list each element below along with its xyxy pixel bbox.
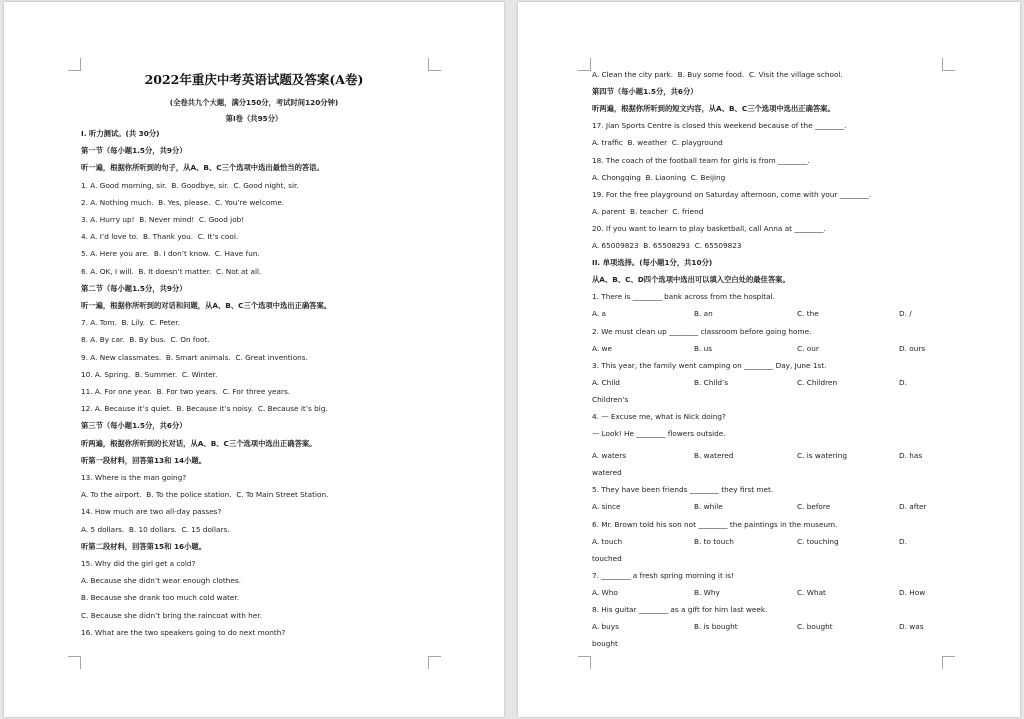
question-line: 18. The coach of the football team for girls is from ________. [592, 155, 810, 165]
answer-option: B. Child’s [694, 377, 729, 387]
question-line: A. Chongqing B. Liaoning C. Beijing [592, 172, 726, 182]
question-line: A. Because she didn’t wear enough clothes. [81, 576, 241, 586]
answer-option-wrap: Children’s [592, 394, 629, 404]
answer-option: D. has [899, 451, 923, 461]
question-line: 10. A. Spring. B. Summer. C. Winter. [81, 369, 218, 379]
answer-option: C. our [797, 343, 819, 353]
answer-option: A. since [592, 502, 621, 512]
section-heading: 听第二段材料，回答第15和 16小题。 [81, 541, 207, 551]
answer-option: C. touching [797, 536, 839, 546]
exam-instructions: (全卷共九个大题，满分150分，考试时间120分钟) [169, 98, 339, 107]
section-heading: II. 单项选择。(每小题1分，共10分) [592, 258, 713, 268]
document-page-left [4, 2, 504, 717]
question-stem: — Look! He ________ flowers outside. [592, 429, 726, 439]
question-line: 4. A. I’d love to. B. Thank you. C. It’s cool. [81, 232, 239, 242]
question-stem: 5. They have been friends ________ they first met. [592, 485, 774, 495]
page-corner-mark [428, 656, 441, 669]
answer-option-wrap: watered [592, 468, 622, 478]
question-stem: 6. Mr. Brown told his son not ________ the paintings in the museum. [592, 519, 838, 529]
answer-option: A. Child [592, 377, 620, 387]
question-stem: 3. This year, the family went camping on ________ Day, June 1st. [592, 360, 827, 370]
answer-option: C. the [797, 309, 819, 319]
page-corner-mark [68, 656, 81, 669]
question-line: A. To the airport. B. To the police station. C. To Main Street Station. [81, 490, 329, 500]
question-line: A. Clean the city park. B. Buy some food. C. Visit the village school. [592, 70, 843, 79]
section-heading: 第三节（每小题1.5分，共6分） [81, 421, 187, 431]
question-line: 8. A. By car. B. By bus. C. On foot. [81, 335, 210, 345]
answer-option: C. bought [797, 622, 833, 632]
answer-option: C. before [797, 502, 831, 512]
question-line: 15. Why did the girl get a cold? [81, 559, 196, 568]
page-corner-mark [578, 58, 591, 71]
question-stem: 4. — Excuse me, what is Nick doing? [592, 412, 726, 421]
answer-option: D. / [899, 309, 912, 319]
page-corner-mark [942, 656, 955, 669]
question-line: 16. What are the two speakers going to do next month? [81, 627, 286, 637]
answer-option: C. Children [797, 377, 838, 387]
answer-option: A. Who [592, 587, 618, 597]
question-line: 6. A. OK, I will. B. It doesn’t matter. C. Not at all. [81, 266, 262, 276]
answer-option: B. to touch [694, 536, 734, 546]
question-line: 13. Where is the man going? [81, 473, 187, 482]
question-line: B. Because she drank too much cold water. [81, 593, 240, 603]
question-line: 12. A. Because it’s quiet. B. Because it’s noisy. C. Because it’s big. [81, 404, 328, 414]
section-heading: 第一节（每小题1.5分，共9分） [81, 146, 187, 156]
answer-option: C. What [797, 587, 826, 597]
question-line: A. 5 dollars. B. 10 dollars. C. 15 dollars. [81, 524, 230, 534]
answer-option-wrap: touched [592, 553, 622, 563]
section-heading: 听两遍，根据你所听到的长对话，从A、B、C三个选项中选出正确答案。 [81, 438, 317, 448]
question-line: 1. A. Good morning, sir. B. Goodbye, sir. C. Good night, sir. [81, 180, 299, 190]
question-line: A. parent B. teacher C. friend [592, 206, 704, 216]
question-line: 19. For the free playground on Saturday afternoon, come with your ________. [592, 189, 872, 199]
answer-option: A. buys [592, 622, 619, 632]
section-heading: I. 听力测试。(共 30分) [81, 129, 160, 138]
answer-option: B. is bought [694, 622, 738, 632]
answer-option: B. while [694, 502, 723, 512]
answer-option: A. waters [592, 451, 627, 461]
section-heading: 听第一段材料，回答第13和 14小题。 [81, 455, 207, 465]
document-page-right [518, 2, 1020, 717]
question-line: C. Because she didn’t bring the raincoat with her. [81, 610, 262, 620]
answer-option: B. an [694, 309, 713, 319]
question-line: 5. A. Here you are. B. I don’t know. C. Have fun. [81, 249, 260, 259]
volume-heading: 第I卷（共95分） [225, 114, 283, 123]
answer-option-wrap: bought [592, 639, 618, 649]
answer-option: A. a [592, 309, 606, 319]
page-corner-mark [942, 58, 955, 71]
answer-option: C. is watering [797, 451, 847, 461]
answer-option: D. [899, 536, 907, 546]
question-stem: 8. His guitar ________ as a gift for him last week. [592, 605, 768, 614]
section-heading: 第二节（每小题1.5分，共9分） [81, 283, 187, 293]
section-heading: 听一遍，根据你所听到的句子，从A、B、C三个选项中选出最恰当的答语。 [81, 163, 324, 173]
answer-option: A. we [592, 343, 612, 353]
question-line: 11. A. For one year. B. For two years. C. For three years. [81, 387, 291, 396]
answer-option: B. Why [694, 587, 720, 597]
section-heading: 第四节（每小题1.5分，共6分） [592, 87, 698, 97]
question-stem: 1. There is ________ bank across from the hospital. [592, 292, 775, 302]
section-heading: 听两遍，根据你所听到的短文内容，从A、B、C三个选项中选出正确答案。 [592, 104, 835, 114]
page-corner-mark [578, 656, 591, 669]
question-line: A. 65009823 B. 65508293 C. 65509823 [592, 241, 742, 250]
question-stem: 2. We must clean up ________ classroom before going home. [592, 326, 812, 336]
question-line: 9. A. New classmates. B. Smart animals. C. Great inventions. [81, 352, 308, 362]
answer-option: B. watered [694, 451, 734, 461]
document-title: 2022年重庆中考英语试题及答案(A卷) [144, 72, 364, 87]
question-line: 3. A. Hurry up! B. Never mind! C. Good job! [81, 215, 245, 224]
answer-option: B. us [694, 343, 713, 353]
answer-option: A. touch [592, 536, 623, 546]
question-line: 17. Jian Sports Centre is closed this weekend because of the ________. [592, 121, 847, 131]
answer-option: D. ours [899, 343, 926, 353]
question-line: 2. A. Nothing much. B. Yes, please. C. You’re welcome. [81, 197, 285, 207]
question-line: 7. A. Tom. B. Lily. C. Peter. [81, 318, 180, 328]
answer-option: D. [899, 377, 907, 387]
question-line: 14. How much are two all-day passes? [81, 507, 222, 517]
answer-option: D. was [899, 622, 924, 632]
answer-option: D. How [899, 587, 926, 597]
answer-option: D. after [899, 502, 927, 512]
section-heading: 听一遍，根据你所听到的对话和问题，从A、B、C三个选项中选出正确答案。 [81, 301, 332, 310]
question-line: 20. If you want to learn to play basketball, call Anna at ________. [592, 223, 826, 233]
section-heading: 从A、B、C、D四个选项中选出可以填入空白处的最佳答案。 [592, 275, 790, 285]
question-line: A. traffic B. weather C. playground [592, 138, 723, 148]
question-stem: 7. ________ a fresh spring morning it is! [592, 570, 734, 580]
